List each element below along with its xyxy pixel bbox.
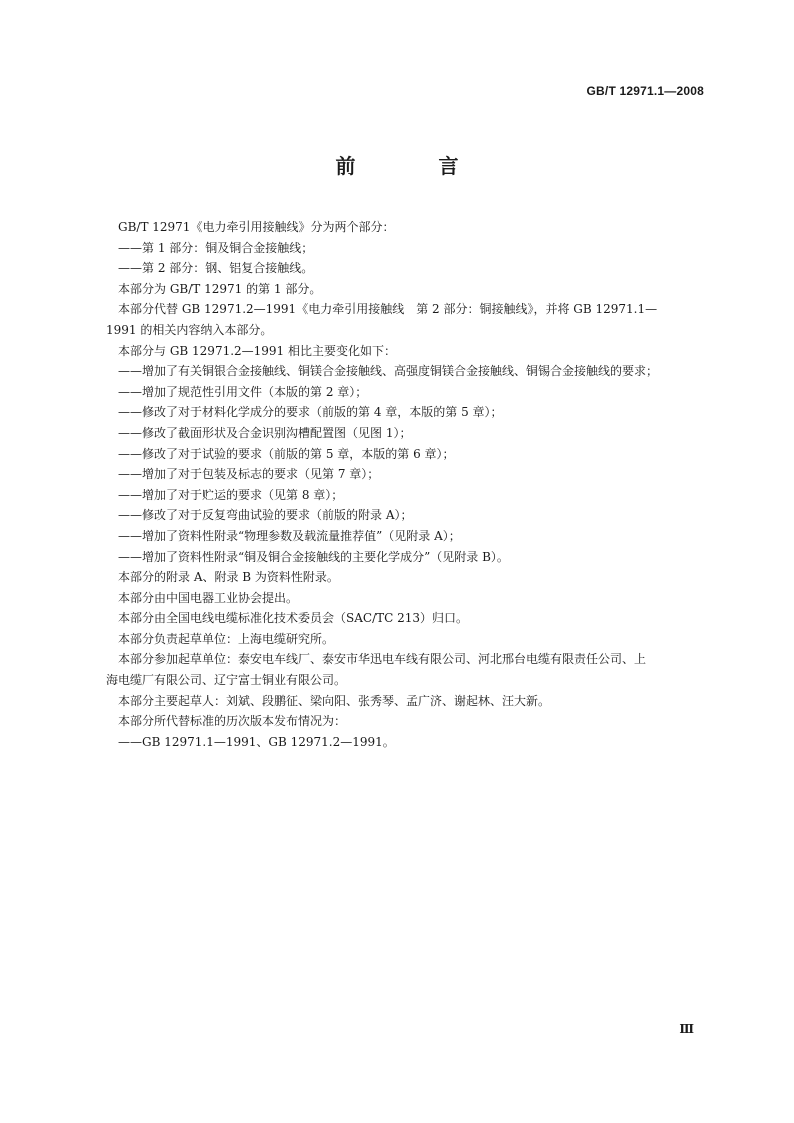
paragraph-continuation: 1991 的相关内容纳入本部分。 xyxy=(106,322,273,337)
list-item: ——增加了对于包装及标志的要求（见第 7 章）； xyxy=(118,467,380,482)
paragraph: 本部分所代替标准的历次版本发布情况为： xyxy=(118,714,347,729)
list-item: ——修改了对于试验的要求（前版的第 5 章，本版的第 6 章）； xyxy=(118,446,455,461)
paragraph: 本部分的附录 A、附录 B 为资料性附录。 xyxy=(118,570,339,585)
paragraph: 本部分主要起草人：刘斌、段鹏征、梁向阳、张秀琴、孟广济、谢起林、汪大新。 xyxy=(118,693,551,708)
paragraph: 本部分参加起草单位：泰安电车线厂、泰安市华迅电车线有限公司、河北邢台电缆有限责任公司、上 xyxy=(118,652,647,667)
list-item: ——第 2 部分：钢、铝复合接触线。 xyxy=(118,261,314,276)
paragraph: 本部分代替 GB 12971.2—1991《电力牵引用接触线 第 2 部分：铜接触线》，并将 GB 12971.1— xyxy=(118,302,658,317)
paragraph-continuation: 海电缆厂有限公司、辽宁富士铜业有限公司。 xyxy=(106,673,347,688)
list-item: ——修改了截面形状及合金识别沟槽配置图（见图 1）； xyxy=(118,425,412,440)
standard-code: GB/T 12971.1—2008 xyxy=(586,84,704,98)
paragraph: 本部分与 GB 12971.2—1991 相比主要变化如下： xyxy=(118,343,397,358)
paragraph: 本部分由全国电线电缆标准化技术委员会（SAC/TC 213）归口。 xyxy=(118,611,469,626)
list-item: ——修改了对于材料化学成分的要求（前版的第 4 章，本版的第 5 章）； xyxy=(118,405,503,420)
list-item: ——第 1 部分：铜及铜合金接触线； xyxy=(118,240,314,255)
foreword-body xyxy=(106,217,710,752)
list-item: ——增加了资料性附录“铜及铜合金接触线的主要化学成分”（见附录 B）。 xyxy=(118,549,509,564)
list-item: ——增加了资料性附录“物理参数及载流量推荐值”（见附录 A）； xyxy=(118,528,461,543)
list-item: ——增加了有关铜银合金接触线、铜镁合金接触线、高强度铜镁合金接触线、铜锡合金接触线的要求； xyxy=(118,364,659,379)
page-title: 前 言 xyxy=(335,154,497,178)
paragraph: 本部分为 GB/T 12971 的第 1 部分。 xyxy=(118,281,322,296)
list-item: ——增加了对于贮运的要求（见第 8 章）； xyxy=(118,487,344,502)
paragraph: 本部分由中国电器工业协会提出。 xyxy=(118,590,299,605)
list-item: ——修改了对于反复弯曲试验的要求（前版的附录 A）； xyxy=(118,508,413,523)
list-item: ——增加了规范性引用文件（本版的第 2 章）； xyxy=(118,384,368,399)
paragraph: GB/T 12971《电力牵引用接触线》分为两个部分： xyxy=(118,220,395,234)
page-number: Ⅲ xyxy=(679,1022,694,1036)
paragraph: 本部分负责起草单位：上海电缆研究所。 xyxy=(118,631,335,646)
list-item: ——GB 12971.1—1991、GB 12971.2—1991。 xyxy=(118,734,395,749)
